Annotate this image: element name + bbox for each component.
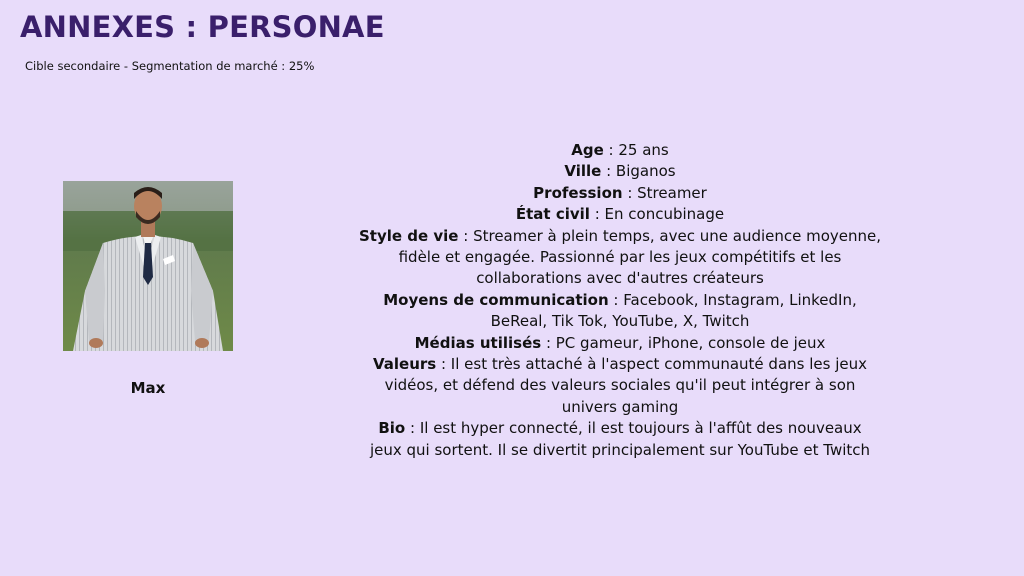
detail-etat-civil [335,204,905,225]
detail-value: : 25 ans [603,141,669,159]
detail-value: : PC gameur, iPhone, console de jeux [541,333,826,352]
detail-moyens-communication [335,290,905,333]
persona-details [335,140,905,461]
detail-medias-utilises [335,333,905,354]
detail-value: : Il est hyper connecté, il est toujours à l'affût des nouveaux [405,419,862,438]
detail-value: : Biganos [601,162,676,181]
detail-label: Moyens de communication [383,290,609,309]
detail-label: État civil [515,205,590,224]
detail-value: : Il est très attaché à l'aspect communauté dans les jeux [436,355,867,374]
detail-valeurs [335,354,905,418]
persona-photo [63,181,233,351]
detail-value-line: BeReal, Tik Tok, YouTube, X, Twitch [490,312,750,331]
detail-value-line: fidèle et engagée. Passionné par les jeux compétitifs et les [398,248,842,267]
detail-label: Bio [378,419,406,438]
detail-label: Médias utilisés [414,333,542,352]
detail-value-line: jeux qui sortent. Il se divertit principalement sur YouTube et Twitch [369,440,871,459]
detail-profession [335,183,905,204]
detail-value: : En concubinage [589,205,725,224]
detail-value-line: collaborations avec d'autres créateurs [476,269,764,288]
detail-label: Profession [533,183,623,202]
detail-style-de-vie [335,226,905,290]
detail-label: Valeurs [372,355,437,374]
detail-bio [335,418,905,461]
slide-subtitle: Cible secondaire - Segmentation de marché : 25% [25,59,315,73]
detail-value: : Streamer à plein temps, avec une audience moyenne, [458,226,882,245]
detail-value-line: vidéos, et défend des valeurs sociales qu'il peut intégrer à son [384,376,856,395]
detail-label: Ville [564,162,602,181]
slide-title: ANNEXES : PERSONAE [20,10,385,44]
detail-value-line: univers gaming [561,397,679,416]
detail-label: Age [571,141,604,159]
detail-value: : Streamer [622,183,707,202]
detail-ville [335,161,905,182]
detail-label: Style de vie [358,226,459,245]
detail-age [335,140,905,161]
detail-value: : Facebook, Instagram, LinkedIn, [608,290,857,309]
persona-name: Max [130,379,166,397]
